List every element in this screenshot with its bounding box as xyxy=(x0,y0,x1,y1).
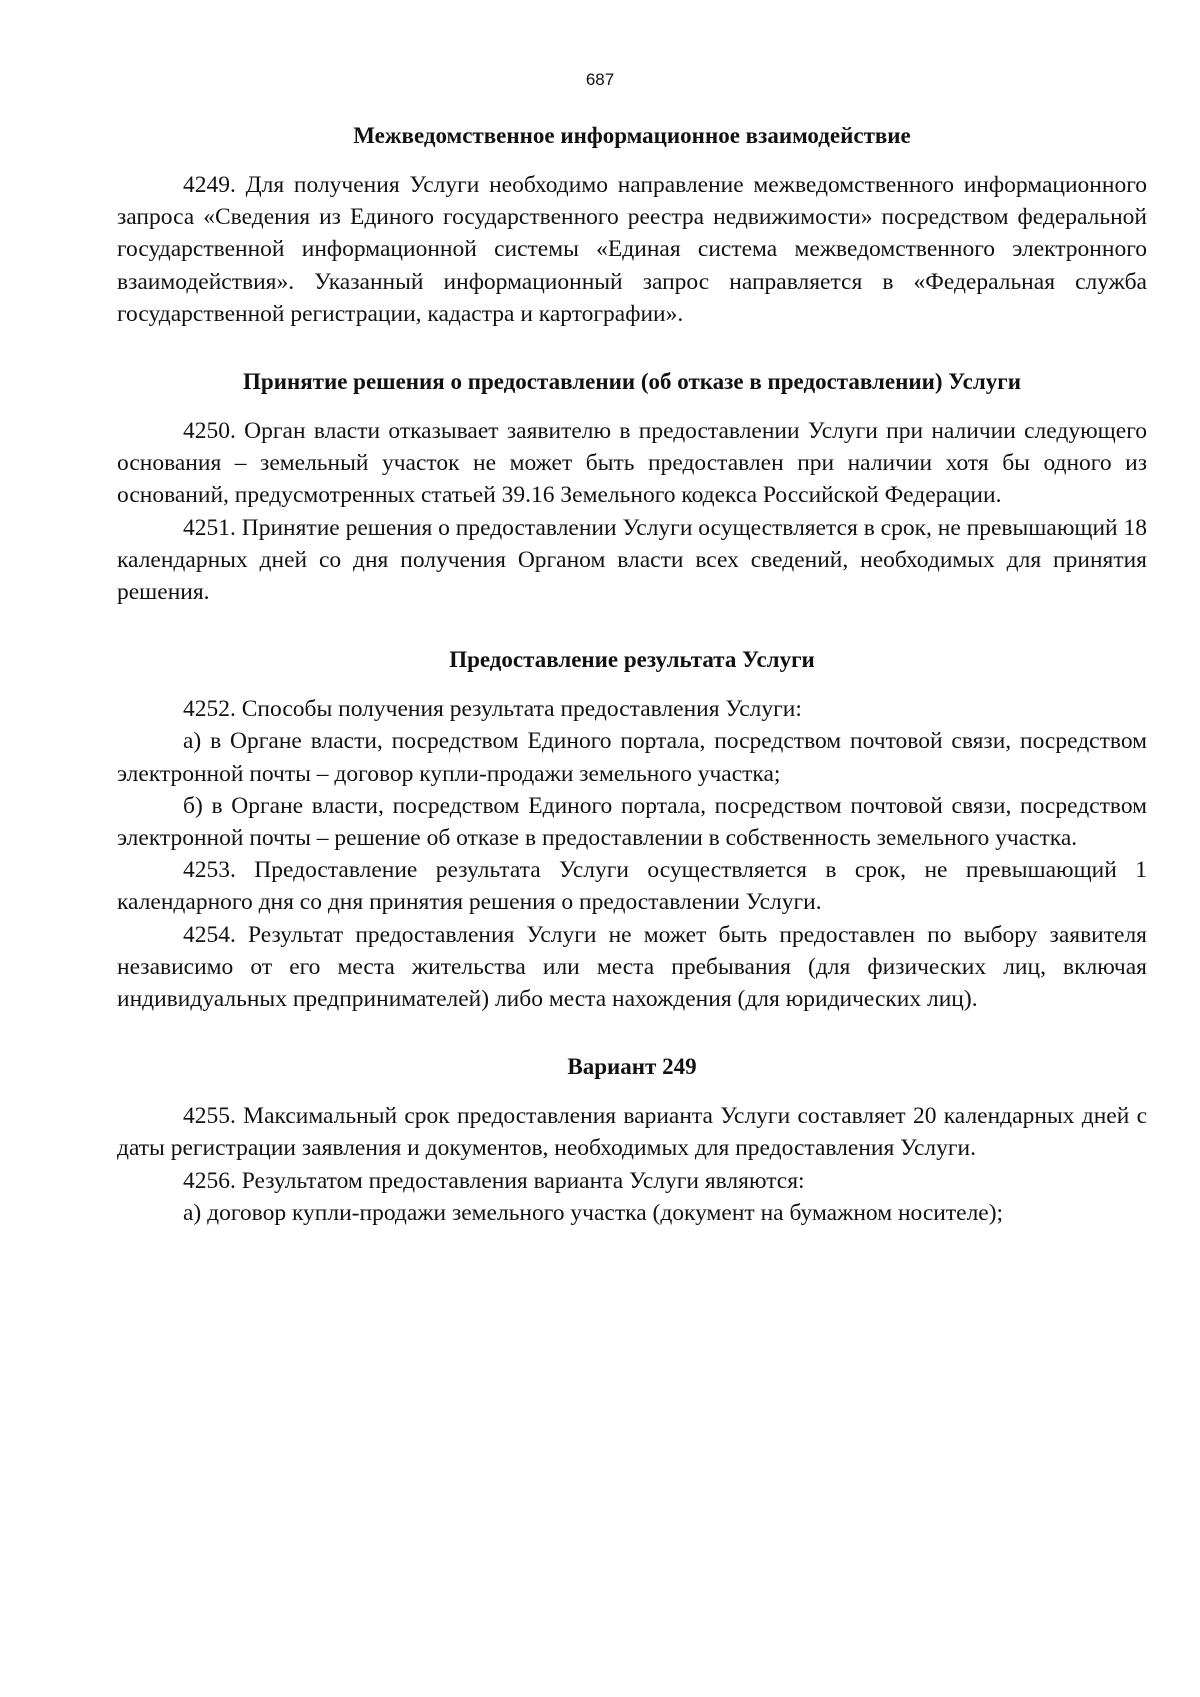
paragraph: 4251. Принятие решения о предоставлении Услуги осуществляется в срок, не превышающий 18 календарных дней со дня получения Органом власти всех сведений, необходимых для принятия решения. xyxy=(117,514,1148,606)
paragraph: 4250. Орган власти отказывает заявителю в предоставлении Услуги при наличии следующего основания – земельный участок не может быть предоставлен при наличии хотя бы одного из оснований, предусмотренных статьей 39.16 Земельного кодекса Российской Федерации. xyxy=(117,418,1147,509)
paragraph: 4254. Результат предоставления Услуги не может быть предоставлен по выбору заявителя независимо от его места жительства или места пребывания (для физических лиц, включая индивидуальных предпринимателей) либо места нахождения (для юридических лиц). xyxy=(117,921,1147,1013)
page-number: 687 xyxy=(585,70,615,89)
document-body xyxy=(117,120,1147,1229)
paragraph: 4249. Для получения Услуги необходимо направление межведомственного информационного запроса «Сведения из Единого государственного реестра недвижимости» посредством федеральной государственной информационной системы «Единая система межведомственного электронного взаимодействия». Указанный информационный запрос направляется в «Федеральная служба государственной регистрации, кадастра и картографии». xyxy=(117,172,1147,327)
list-item: а) договор купли-продажи земельного участка (документ на бумажном носителе); xyxy=(183,1199,1004,1226)
section-heading: Межведомственное информационное взаимодействие xyxy=(353,123,911,148)
paragraph: 4256. Результатом предоставления варианта Услуги являются: xyxy=(183,1167,805,1194)
list-item: б) в Органе власти, посредством Единого портала, посредством почтовой связи, посредством электронной почты – решение об отказе в предоставлении в собственность земельного участка. xyxy=(117,792,1147,852)
list-item: а) в Органе власти, посредством Единого портала, посредством почтовой связи, посредством электронной почты – договор купли-продажи земельного участка; xyxy=(117,728,1147,787)
section-heading: Предоставление результата Услуги xyxy=(449,647,815,673)
paragraph: 4255. Максимальный срок предоставления варианта Услуги составляет 20 календарных дней с даты регистрации заявления и документов, необходимых для предоставления Услуги. xyxy=(117,1103,1147,1162)
section-heading: Принятие решения о предоставлении (об отказе в предоставлении) Услуги xyxy=(243,369,1021,395)
paragraph: 4252. Способы получения результата предоставления Услуги: xyxy=(183,696,802,723)
section-heading: Вариант 249 xyxy=(567,1054,697,1080)
paragraph: 4253. Предоставление результата Услуги осуществляется в срок, не превышающий 1 календарного дня со дня принятия решения о предоставлении Услуги. xyxy=(117,857,1147,916)
